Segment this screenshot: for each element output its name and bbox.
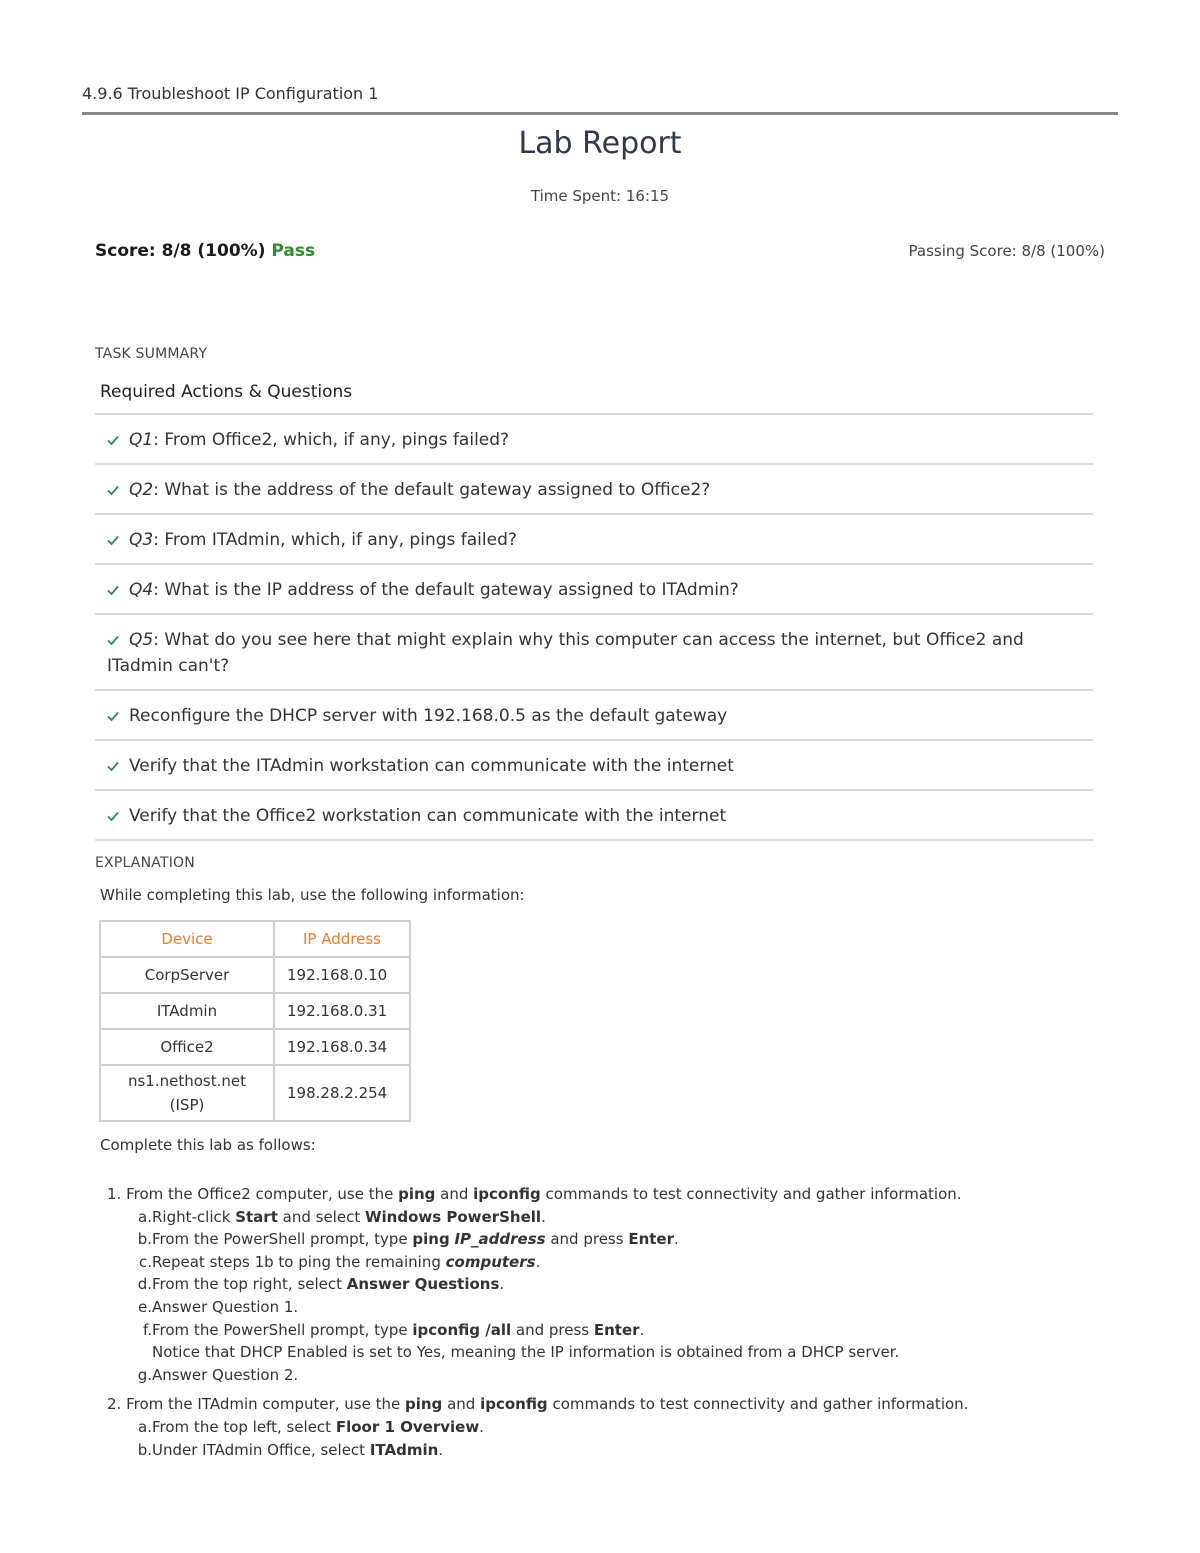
check-icon bbox=[107, 534, 119, 546]
task-list bbox=[95, 413, 1093, 841]
question-number: Q3 bbox=[129, 530, 154, 550]
note-text: Notice that DHCP Enabled is set to Yes, meaning the IP information is obtained from a DHCP server. bbox=[152, 1343, 900, 1362]
substep: g. Answer Question 2. bbox=[137, 1365, 299, 1384]
device-cell: ITAdmin bbox=[100, 993, 274, 1029]
table-row bbox=[100, 957, 410, 993]
title-divider bbox=[82, 112, 1118, 115]
task-item bbox=[95, 563, 1093, 613]
check-icon bbox=[107, 434, 119, 446]
substep: a. Right-click Start and select Windows PowerShell. bbox=[138, 1207, 546, 1226]
check-icon bbox=[107, 810, 119, 822]
ip-address-table bbox=[99, 920, 411, 1122]
ip-cell: 198.28.2.254 bbox=[274, 1065, 410, 1121]
check-icon bbox=[107, 584, 119, 596]
task-text: Verify that the Office2 workstation can communicate with the internet bbox=[129, 806, 727, 826]
table-row bbox=[100, 1029, 410, 1065]
task-item bbox=[95, 739, 1093, 789]
explanation-label: EXPLANATION bbox=[95, 855, 195, 871]
complete-intro: Complete this lab as follows: bbox=[100, 1136, 316, 1154]
score bbox=[95, 241, 315, 261]
ip-cell: 192.168.0.31 bbox=[274, 993, 410, 1029]
table-header-row bbox=[100, 921, 410, 957]
task-item bbox=[95, 789, 1093, 841]
substep: a. From the top left, select Floor 1 Overview. bbox=[138, 1417, 484, 1436]
task-text: : From ITAdmin, which, if any, pings failed? bbox=[153, 530, 517, 550]
task-summary-label: TASK SUMMARY bbox=[95, 346, 208, 362]
check-icon bbox=[107, 710, 119, 722]
substep: d. From the top right, select Answer Questions. bbox=[137, 1275, 505, 1294]
task-text: : What do you see here that might explain why this computer can access the internet, but Office2 and ITadmin can't? bbox=[107, 630, 1024, 676]
table-row bbox=[100, 1065, 410, 1121]
substep: f. From the PowerShell prompt, type ipconfig /all and press Enter. Notice that DHCP Enabled is set to Yes, meaning the IP information is obtained from a DHCP server. bbox=[143, 1320, 900, 1362]
instruction-steps bbox=[107, 1183, 1107, 1468]
ip-cell: 192.168.0.10 bbox=[274, 957, 410, 993]
substep: b. Under ITAdmin Office, select ITAdmin. bbox=[137, 1440, 444, 1459]
question-number: Q2 bbox=[129, 480, 154, 500]
substep: b. From the PowerShell prompt, type ping IP_address and press Enter. bbox=[137, 1230, 679, 1249]
task-text: Verify that the ITAdmin workstation can communicate with the internet bbox=[129, 756, 734, 776]
check-icon bbox=[107, 484, 119, 496]
check-icon bbox=[107, 634, 119, 646]
pass-badge: Pass bbox=[271, 241, 316, 261]
substep: e. Answer Question 1. bbox=[138, 1297, 299, 1316]
task-item bbox=[95, 613, 1093, 689]
task-item bbox=[95, 513, 1093, 563]
score-label: Score: 8/8 (100%) bbox=[95, 241, 266, 261]
time-spent: Time Spent: 16:15 bbox=[530, 187, 670, 205]
step-1 bbox=[107, 1183, 1107, 1386]
check-icon bbox=[107, 760, 119, 772]
device-cell: Office2 bbox=[100, 1029, 274, 1065]
device-cell: CorpServer bbox=[100, 957, 274, 993]
step-2 bbox=[107, 1393, 1107, 1461]
column-header-device: Device bbox=[100, 921, 274, 957]
required-actions-heading: Required Actions & Questions bbox=[100, 382, 353, 402]
substep: c. Repeat steps 1b to ping the remaining computers. bbox=[138, 1252, 541, 1271]
task-text: : What is the address of the default gateway assigned to Office2? bbox=[153, 480, 711, 500]
document-title: 4.9.6 Troubleshoot IP Configuration 1 bbox=[82, 84, 379, 103]
task-item bbox=[95, 413, 1093, 463]
question-number: Q4 bbox=[129, 580, 154, 600]
report-title: Lab Report bbox=[518, 126, 682, 161]
question-number: Q1 bbox=[129, 430, 154, 450]
question-number: Q5 bbox=[129, 630, 154, 650]
task-text: Reconfigure the DHCP server with 192.168.0.5 as the default gateway bbox=[129, 706, 728, 726]
task-text: : From Office2, which, if any, pings failed? bbox=[153, 430, 510, 450]
column-header-ip: IP Address bbox=[274, 921, 410, 957]
task-item bbox=[95, 463, 1093, 513]
task-item bbox=[95, 689, 1093, 739]
passing-score: Passing Score: 8/8 (100%) bbox=[908, 242, 1105, 260]
task-text: : What is the IP address of the default gateway assigned to ITAdmin? bbox=[153, 580, 739, 600]
ip-cell: 192.168.0.34 bbox=[274, 1029, 410, 1065]
step-text: 1. From the Office2 computer, use the ping and ipconfig commands to test connectivity and gather information. bbox=[107, 1185, 962, 1203]
table-row bbox=[100, 993, 410, 1029]
explanation-intro: While completing this lab, use the following information: bbox=[100, 886, 525, 904]
device-cell: ns1.nethost.net (ISP) bbox=[100, 1065, 274, 1121]
step-text: 2. From the ITAdmin computer, use the ping and ipconfig commands to test connectivity and gather information. bbox=[107, 1395, 969, 1414]
